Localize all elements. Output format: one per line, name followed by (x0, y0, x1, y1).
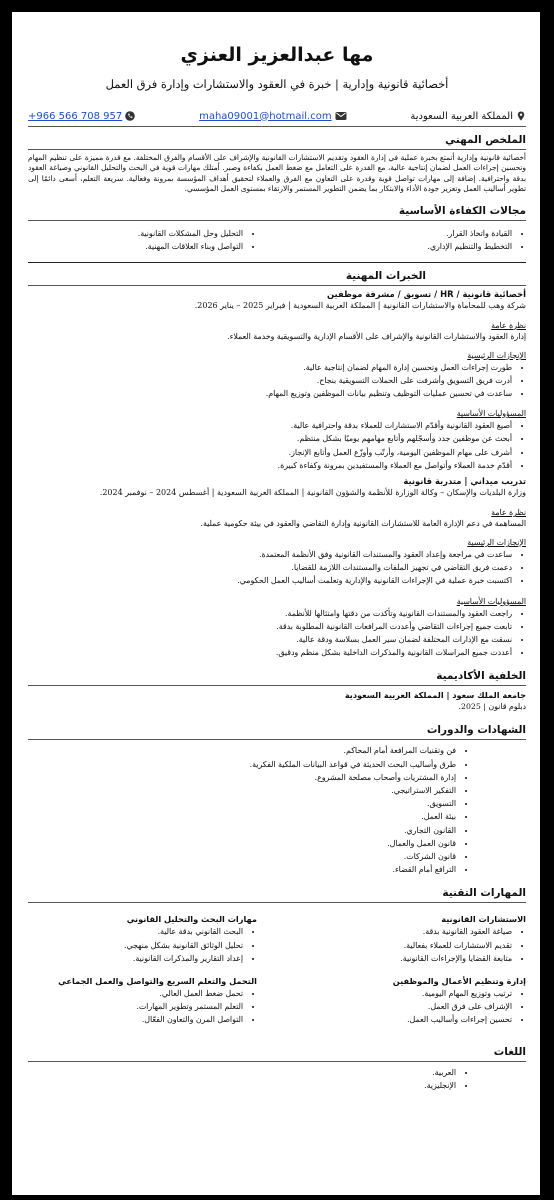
email-link[interactable]: maha09001@hotmail.com (199, 110, 332, 122)
list-item: • ساعدت في تحسين عمليات التوظيف وتنظيم بيانات الموظفين وتوزيع المهام. (28, 387, 512, 400)
skill-group (28, 965, 257, 1027)
edu-degree: دبلوم قانون | 2025. (458, 702, 526, 712)
list-item: • راجعت العقود والمستندات القانونية وتأكدت من دقتها وامتثالها للأنظمة. (28, 607, 512, 620)
list-item: • طرق وأساليب البحث الحديثة في قواعد البيانات الملكية الفكرية. (28, 758, 456, 771)
contact-location (410, 111, 526, 122)
languages-list (28, 1066, 526, 1092)
job-title: أخصائية قانونية / HR / تسويق / مشرفة موظفين (327, 288, 526, 299)
contact-bar (28, 108, 526, 124)
envelope-icon (335, 111, 347, 121)
skill-group (297, 903, 526, 965)
list-item: • ترتيب وتوزيع المهام اليومية. (297, 987, 512, 1000)
location-pin-icon (516, 111, 526, 121)
list-item: • صياغة العقود القانونية بدقة. (297, 925, 512, 938)
skill-group-title: إدارة وتنظيم الأعمال والموظفين (392, 976, 526, 987)
divider (28, 685, 526, 686)
list-item: • التفكير الاستراتيجي. (28, 784, 456, 797)
overview-title: نظرة عامة (491, 320, 526, 330)
list-item: • التواصل وبناء العلاقات المهنية. (28, 240, 243, 253)
overview-text: إدارة العقود والاستشارات القانونية والإشراف على الأقسام الإدارية والتسويقية وخدمة العملاء. (227, 331, 526, 341)
skill-group-title: الاستشارات القانونية (441, 914, 526, 925)
edu-school: جامعة الملك سعود | المملكة العربية السعودية (344, 690, 526, 701)
list-item: • التخطيط والتنظيم الإداري. (297, 240, 512, 253)
overview-text: المساهمة في دعم الإدارة العامة للاستشارات القانونية وإدارة التقاضي والعقود في بيئة حكومية عملية. (200, 519, 526, 529)
job-org: وزارة البلديات والإسكان – وكالة الوزارة للأنظمة والشؤون القانونية | المملكة العربية السعودية | أغسطس 2024 – نوفمبر 2024. (99, 488, 526, 498)
languages-title: اللغات (493, 1045, 526, 1058)
list-item: • تقديم الاستشارات للعملاء بفعالية. (297, 939, 512, 952)
experience-title: الخبرات المهنية (345, 269, 426, 282)
list-item: • إعداد التقارير والمذكرات القانونية. (28, 952, 243, 965)
achievements-list (28, 548, 526, 588)
overview-title: نظرة عامة (491, 508, 526, 518)
competencies-right-list (297, 227, 526, 253)
list-item: • تحسين إجراءات وأساليب العمل. (297, 1013, 512, 1026)
job-entry (28, 476, 526, 659)
divider (28, 285, 526, 286)
skill-group-title: التحمل والتعلم السريع والتواصل والعمل الجماعي (58, 976, 257, 987)
list-item: • دعمت فريق التقاضي في تجهيز الملفات والمستندات اللازمة للقضايا. (28, 561, 512, 574)
divider (28, 739, 526, 740)
list-item: • أعددت جميع المراسلات القانونية والمذكرات الداخلية بشكل منظم ودقيق. (28, 646, 512, 659)
responsibilities-list (28, 419, 526, 472)
divider (28, 220, 526, 221)
list-item: • إدارة المشتريات وأصحاب مصلحة المشروع. (28, 771, 456, 784)
list-item: • أبحث عن موظفين جدد وأسجّلهم وأتابع مهامهم يوميًا بشكل منتظم. (28, 432, 512, 445)
responsibilities-list (28, 607, 526, 660)
list-item: • التواصل المرن والتعاون الفعّال. (28, 1013, 243, 1026)
list-item: • الترافع أمام القضاء. (28, 863, 456, 876)
responsibilities-title: المسؤوليات الأساسية (456, 409, 526, 419)
competencies-left-list (28, 227, 257, 253)
job-title: تدريب ميداني | متدربة قانونية (403, 476, 526, 487)
list-item: • البحث القانوني بدقة عالية. (28, 925, 243, 938)
list-item: • أدرت فريق التسويق وأشرفت على الحملات التسويقية بنجاح. (28, 374, 512, 387)
list-item: • اكتسبت خبرة عملية في الإجراءات القانونية والإدارية وتعلمت أساليب العمل الحكومي. (28, 574, 512, 587)
list-item: • بيئة العمل. (28, 810, 456, 823)
contact-phone[interactable] (28, 111, 135, 122)
section-divider (28, 262, 526, 263)
list-item: • متابعة القضايا والإجراءات القانونية. (297, 952, 512, 965)
skill-group (28, 903, 257, 965)
certificates-title: الشهادات والدورات (426, 724, 526, 737)
divider (28, 1061, 526, 1062)
job-org: شركة وهب للمحاماة والاستشارات القانونية | المملكة العربية السعودية | فبراير 2025 – يناير 2026. (194, 300, 526, 310)
divider (28, 149, 526, 150)
list-item: • نسقت مع الإدارات المختلفة لضمان سير العمل بسلاسة ودقة عالية. (28, 633, 512, 646)
list-item: • التعلم المستمر وتطوير المهارات. (28, 1000, 243, 1013)
achievements-title: الإنجازات الرئيسية (467, 538, 526, 548)
achievements-list (28, 361, 526, 401)
summary-title: الملخص المهني (445, 134, 526, 146)
list-item: • أصيغ العقود القانونية وأقدّم الاستشارات للعملاء بدقة واحترافية عالية. (28, 419, 512, 432)
achievements-title: الإنجازات الرئيسية (467, 350, 526, 360)
summary-text: أخصائية قانونية وإدارية أتمتع بخبرة عملية في إدارة العقود وتقديم الاستشارات القانونية والإشراف على الأقسام والفرق المختلفة. مع قدرة مميزة على تنظيم المهام وتحسين إجراءات العمل لضمان إنتاجية عالية، مع القدرة على التعامل مع ضغط العمل بكفاءة وصبر. أمتلك مهارات قوية في البحث والتحليل القانوني وصياغة العقود بدقة واحترافية. إضافة إلى مهارات تواصل قوية وقدرة على التعاون مع الفرق والعملاء لتحقيق أهداف المؤسسة بمرونة وفعالية. سريعة التعلم، أسعى دائمًا إلى تطوير أساليب العمل وتعزيز جودة الأداء والابتكار بما يضمن التطوير المستمر والارتقاء بمستوى العمل المؤسسي. (28, 153, 526, 193)
list-item: • العربية. (28, 1066, 456, 1079)
candidate-name: مها عبدالعزيز العنزي (180, 44, 374, 66)
list-item: • التسويق. (28, 797, 456, 810)
technical-title: المهارات التقنية (442, 887, 526, 900)
skill-group-title: مهارات البحث والتحليل القانوني (126, 914, 257, 925)
list-item: • تحليل الوثائق القانونية بشكل منهجي. (28, 939, 243, 952)
list-item: • فن وتقنيات المرافعة أمام المحاكم. (28, 744, 456, 757)
list-item: • القيادة واتخاذ القرار. (297, 227, 512, 240)
phone-link[interactable]: +966 566 708 957 (28, 110, 123, 122)
certificates-list (28, 744, 526, 876)
responsibilities-title: المسؤوليات الأساسية (456, 596, 526, 606)
divider (28, 126, 526, 127)
contact-email[interactable] (199, 111, 347, 122)
list-item: • ساعدت في مراجعة وإعداد العقود والمستندات القانونية وفق الأنظمة المعتمدة. (28, 548, 512, 561)
list-item: • طورت إجراءات العمل وتحسين إدارة المهام لضمان إنتاجية عالية. (28, 361, 512, 374)
skill-group (297, 965, 526, 1027)
list-item: • قانون العمل والعمال. (28, 837, 456, 850)
resume-page (12, 12, 540, 1195)
location-text: المملكة العربية السعودية (410, 110, 513, 122)
list-item: • التحليل وحل المشكلات القانونية. (28, 227, 243, 240)
list-item: • أقدّم خدمة العملاء وأتواصل مع العملاء والمستفيدين بمرونة وكفاءة كبيرة. (28, 459, 512, 472)
list-item: • قانون الشركات. (28, 850, 456, 863)
list-item: • تحمل ضغط العمل العالي. (28, 987, 243, 1000)
job-entry (28, 289, 526, 472)
list-item: • الإنجليزية. (28, 1079, 456, 1092)
headline: أخصائية قانونية وإدارية | خبرة في العقود والاستشارات وإدارة فرق العمل (105, 77, 449, 91)
list-item: • تابعت جميع إجراءات التقاضي وأعددت المرافعات القانونية المطلوبة بدقة. (28, 620, 512, 633)
list-item: • أشرف على مهام الموظفين اليومية، وأرتّب وأوزّع العمل وأتابع الإنجاز. (28, 446, 512, 459)
phone-icon (125, 111, 135, 121)
list-item: • القانون التجاري. (28, 824, 456, 837)
education-title: الخلفية الأكاديمية (436, 670, 526, 683)
list-item: • الإشراف على فرق العمل. (297, 1000, 512, 1013)
competencies-title: مجالات الكفاءة الأساسية (398, 205, 526, 218)
